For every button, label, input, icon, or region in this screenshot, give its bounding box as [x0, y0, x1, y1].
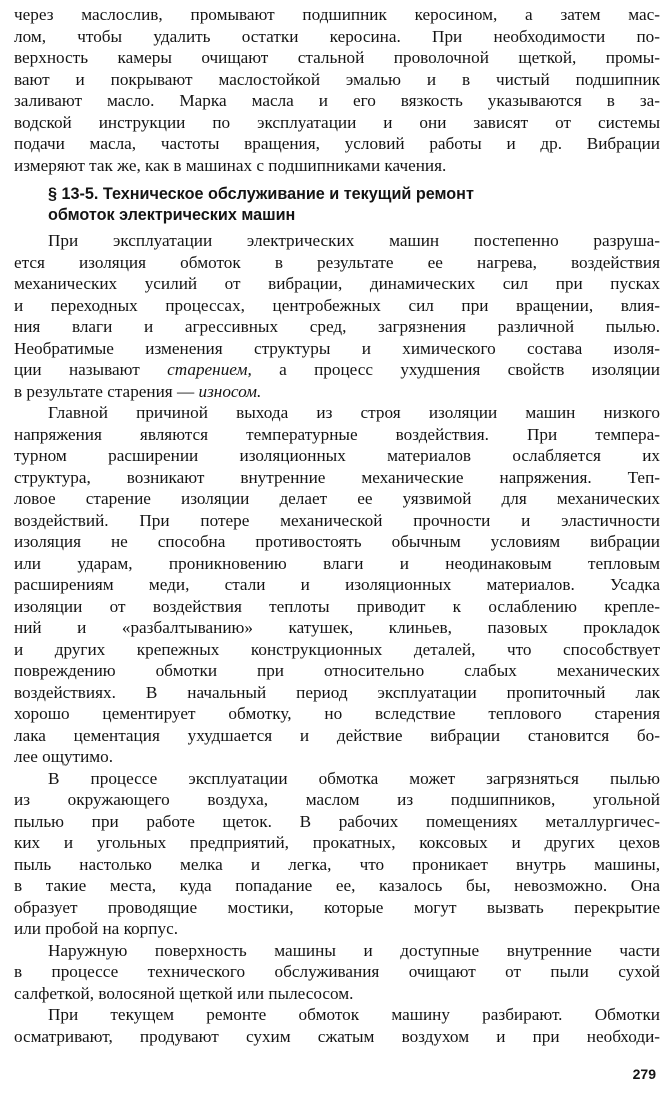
text-line: воздействий. При потере механической прочности и эластичности	[14, 510, 660, 530]
text-line: При эксплуатации электрических машин постепенно разруша-	[48, 231, 660, 250]
text-line: турном расширении изоляционных материалов ослабляется их	[14, 446, 660, 465]
text-line: напряжения являются температурные воздействия. При темпера-	[14, 424, 660, 444]
paragraph-dust-contamination	[14, 768, 660, 940]
section-heading-line: § 13-5. Техническое обслуживание и текущий ремонт	[48, 185, 474, 203]
text-line: изоляция не способна противостоять обычным условиям вибрации	[14, 532, 660, 551]
text-line: механических усилий от вибрации, динамических сил при пусках	[14, 274, 660, 293]
text-line: ловое старение изоляции делает ее уязвимой для механических	[14, 489, 660, 508]
paragraph-insulation-aging	[14, 230, 660, 402]
section-heading-line: обмоток электрических машин	[48, 206, 296, 224]
paragraph-temperature-effects	[14, 402, 660, 768]
text-line: ется изоляция обмоток в результате ее нагрева, воздействия	[14, 252, 660, 272]
text-line: заливают масло. Марка масла и его вязкость указываются в за-	[14, 91, 660, 110]
text-line: пылью при работе щеток. В рабочих помещениях металлургичес-	[14, 811, 660, 831]
text-span: в результате старения —	[14, 381, 199, 401]
text-line: лака цементация ухудшается и действие вибрации становится бо-	[14, 725, 660, 745]
section-heading	[14, 184, 660, 226]
text-line: осматривают, продувают сухим сжатым воздухом и при необходи-	[14, 1026, 660, 1046]
text-line: Главной причиной выхода из строя изоляции машин низкого	[48, 403, 660, 422]
text-line: через маслослив, промывают подшипник керосином, а затем мас-	[14, 5, 660, 24]
text-span: а процесс ухудшения свойств изоляции	[251, 360, 660, 379]
text-line: верхность камеры очищают стальной проволочной щеткой, промы-	[14, 48, 660, 67]
page-number: 279	[632, 1066, 656, 1082]
text-line: расширениям меди, стали и изоляционных материалов. Усадка	[14, 575, 660, 594]
text-line: из окружающего воздуха, маслом из подшипников, угольной	[14, 790, 660, 809]
text-line: структура, возникают внутренние механические напряжения. Теп-	[14, 467, 660, 487]
text-line: или пробой на корпус.	[14, 919, 178, 938]
text-line: Наружную поверхность машины и доступные внутренние части	[48, 940, 660, 960]
text-line: лом, чтобы удалить остатки керосина. При необходимости по-	[14, 26, 660, 46]
text-line: и переходных процессах, центробежных сил при вращении, влия-	[14, 295, 660, 315]
text-line: салфеткой, волосяной щеткой или пылесосом.	[14, 983, 354, 1003]
term-aging: старением,	[167, 360, 252, 379]
text-line: вают и покрывают маслостойкой эмалью и в чистый подшипник	[14, 69, 660, 89]
text-line: пыль настолько мелка и легка, что проникает внутрь машины,	[14, 854, 660, 874]
text-line: образует проводящие мостики, которые могут вызвать перекрытие	[14, 897, 660, 917]
text-line: ния влаги и агрессивных сред, загрязнения различной пылью.	[14, 317, 660, 336]
text-line: и других крепежных конструкционных деталей, что способствует	[14, 639, 660, 659]
text-line: При текущем ремонте обмоток машину разбирают. Обмотки	[48, 1005, 660, 1024]
text-line: В процессе эксплуатации обмотка может загрязняться пылью	[48, 768, 660, 788]
text-line: хорошо цементирует обмотку, но вследствие теплового старения	[14, 704, 660, 723]
text-line: ких и угольных предприятий, прокатных, коксовых и других цехов	[14, 833, 660, 852]
text-line: водской инструкции по эксплуатации и они зависят от системы	[14, 112, 660, 132]
paragraph-cleaning	[14, 940, 660, 1005]
text-line: лее ощутимо.	[14, 747, 114, 766]
text-line	[14, 381, 660, 403]
text-line: подачи масла, частоты вращения, условий работы и др. Вибрации	[14, 134, 660, 153]
text-line: Необратимые изменения структуры и химического состава изоля-	[14, 338, 660, 358]
text-span: ции называют	[14, 360, 168, 379]
intro-paragraph	[14, 4, 660, 176]
term-wear: износом.	[198, 381, 262, 401]
paragraph-current-repair	[14, 1004, 660, 1047]
text-line: в такие места, куда попадание ее, казалось бы, невозможно. Она	[14, 876, 660, 895]
text-line: повреждению обмотки при относительно слабых механических	[14, 661, 660, 680]
text-line: измеряют так же, как в машинах с подшипниками качения.	[14, 155, 447, 175]
text-line: воздействиях. В начальный период эксплуатации пропиточный лак	[14, 682, 660, 702]
text-line: или ударам, проникновению влаги и неодинаковым тепловым	[14, 553, 660, 573]
text-line: в процессе технического обслуживания очищают от пыли сухой	[14, 962, 660, 981]
text-line	[14, 359, 660, 381]
text-line: изоляции от воздействия теплоты приводит к ослаблению крепле-	[14, 596, 660, 616]
text-line: ний и «разбалтыванию» катушек, клиньев, пазовых прокладок	[14, 618, 660, 637]
